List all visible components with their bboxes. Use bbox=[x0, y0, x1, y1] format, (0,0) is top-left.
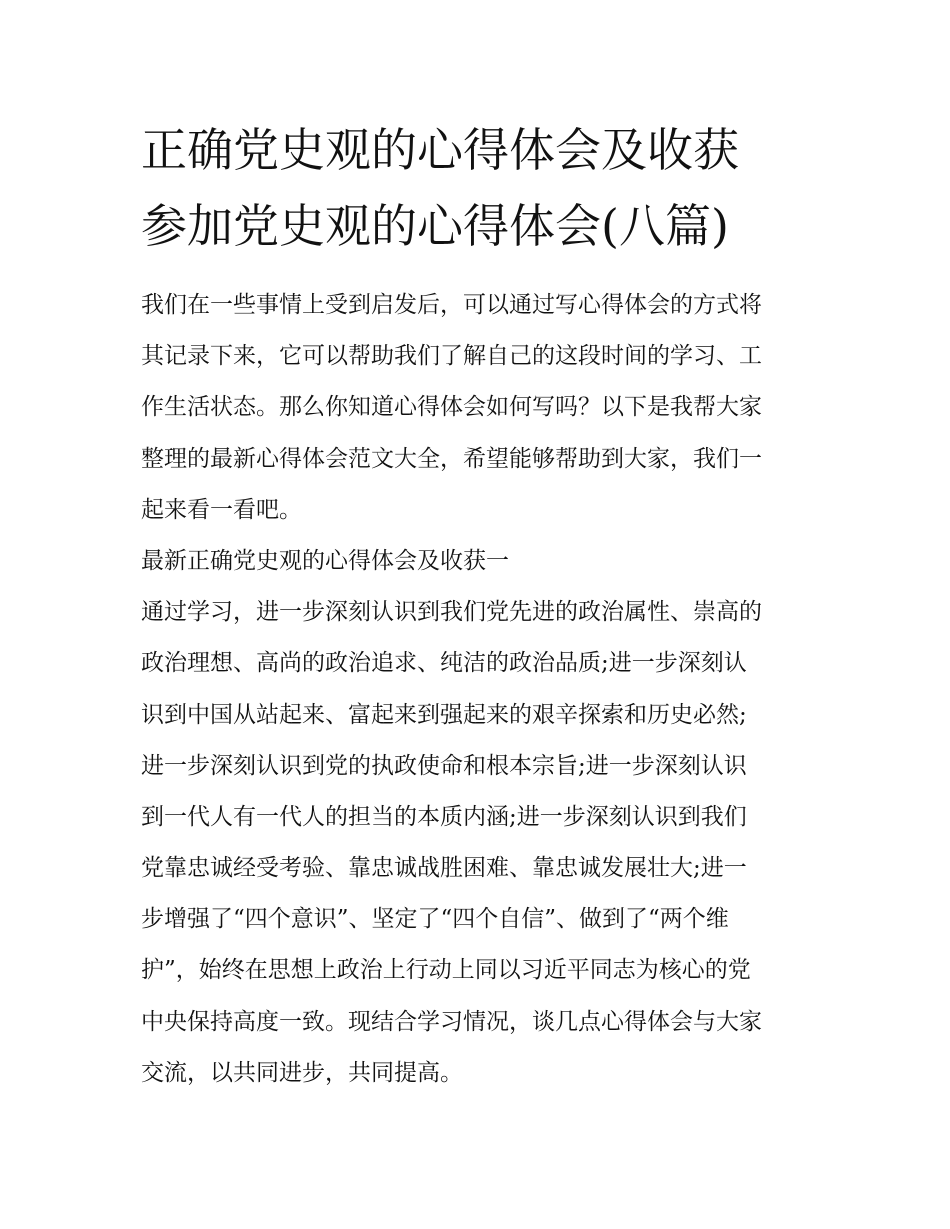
document-body bbox=[141, 280, 821, 1099]
body-line: 交流，以共同进步，共同提高。 bbox=[141, 1059, 463, 1086]
body-line: 识到中国从站起来、富起来到强起来的艰辛探索和历史必然; bbox=[141, 701, 747, 728]
section-heading: 最新正确党史观的心得体会及收获一 bbox=[141, 547, 509, 574]
body-line: 通过学习，进一步深刻认识到我们党先进的政治属性、崇高的 bbox=[141, 599, 762, 626]
body-line: 政治理想、高尚的政治追求、纯洁的政治品质;进一步深刻认 bbox=[141, 650, 747, 677]
body-line: 进一步深刻认识到党的执政使命和根本宗旨;进一步深刻认识 bbox=[141, 752, 747, 779]
body-line: 到一代人有一代人的担当的本质内涵;进一步深刻认识到我们 bbox=[141, 803, 747, 830]
intro-line: 作生活状态。那么你知道心得体会如何写吗？以下是我帮大家 bbox=[141, 394, 762, 421]
intro-line: 其记录下来，它可以帮助我们了解自己的这段时间的学习、工 bbox=[141, 343, 762, 370]
title-line: 正确党史观的心得体会及收获 bbox=[141, 123, 739, 177]
intro-line: 我们在一些事情上受到启发后，可以通过写心得体会的方式将 bbox=[141, 292, 762, 318]
title-line: 参加党史观的心得体会(八篇) bbox=[141, 199, 729, 253]
body-line: 护”，始终在思想上政治上行动上同以习近平同志为核心的党 bbox=[141, 957, 751, 984]
intro-line: 起来看一看吧。 bbox=[141, 496, 302, 523]
document-title bbox=[141, 112, 841, 264]
body-line: 步增强了“四个意识”、坚定了“四个自信”、做到了“两个维 bbox=[141, 906, 729, 933]
body-line: 党靠忠诚经受考验、靠忠诚战胜困难、靠忠诚发展壮大;进一 bbox=[141, 855, 747, 882]
body-line: 中央保持高度一致。现结合学习情况，谈几点心得体会与大家 bbox=[141, 1008, 762, 1035]
intro-line: 整理的最新心得体会范文大全，希望能够帮助到大家，我们一 bbox=[141, 445, 762, 472]
